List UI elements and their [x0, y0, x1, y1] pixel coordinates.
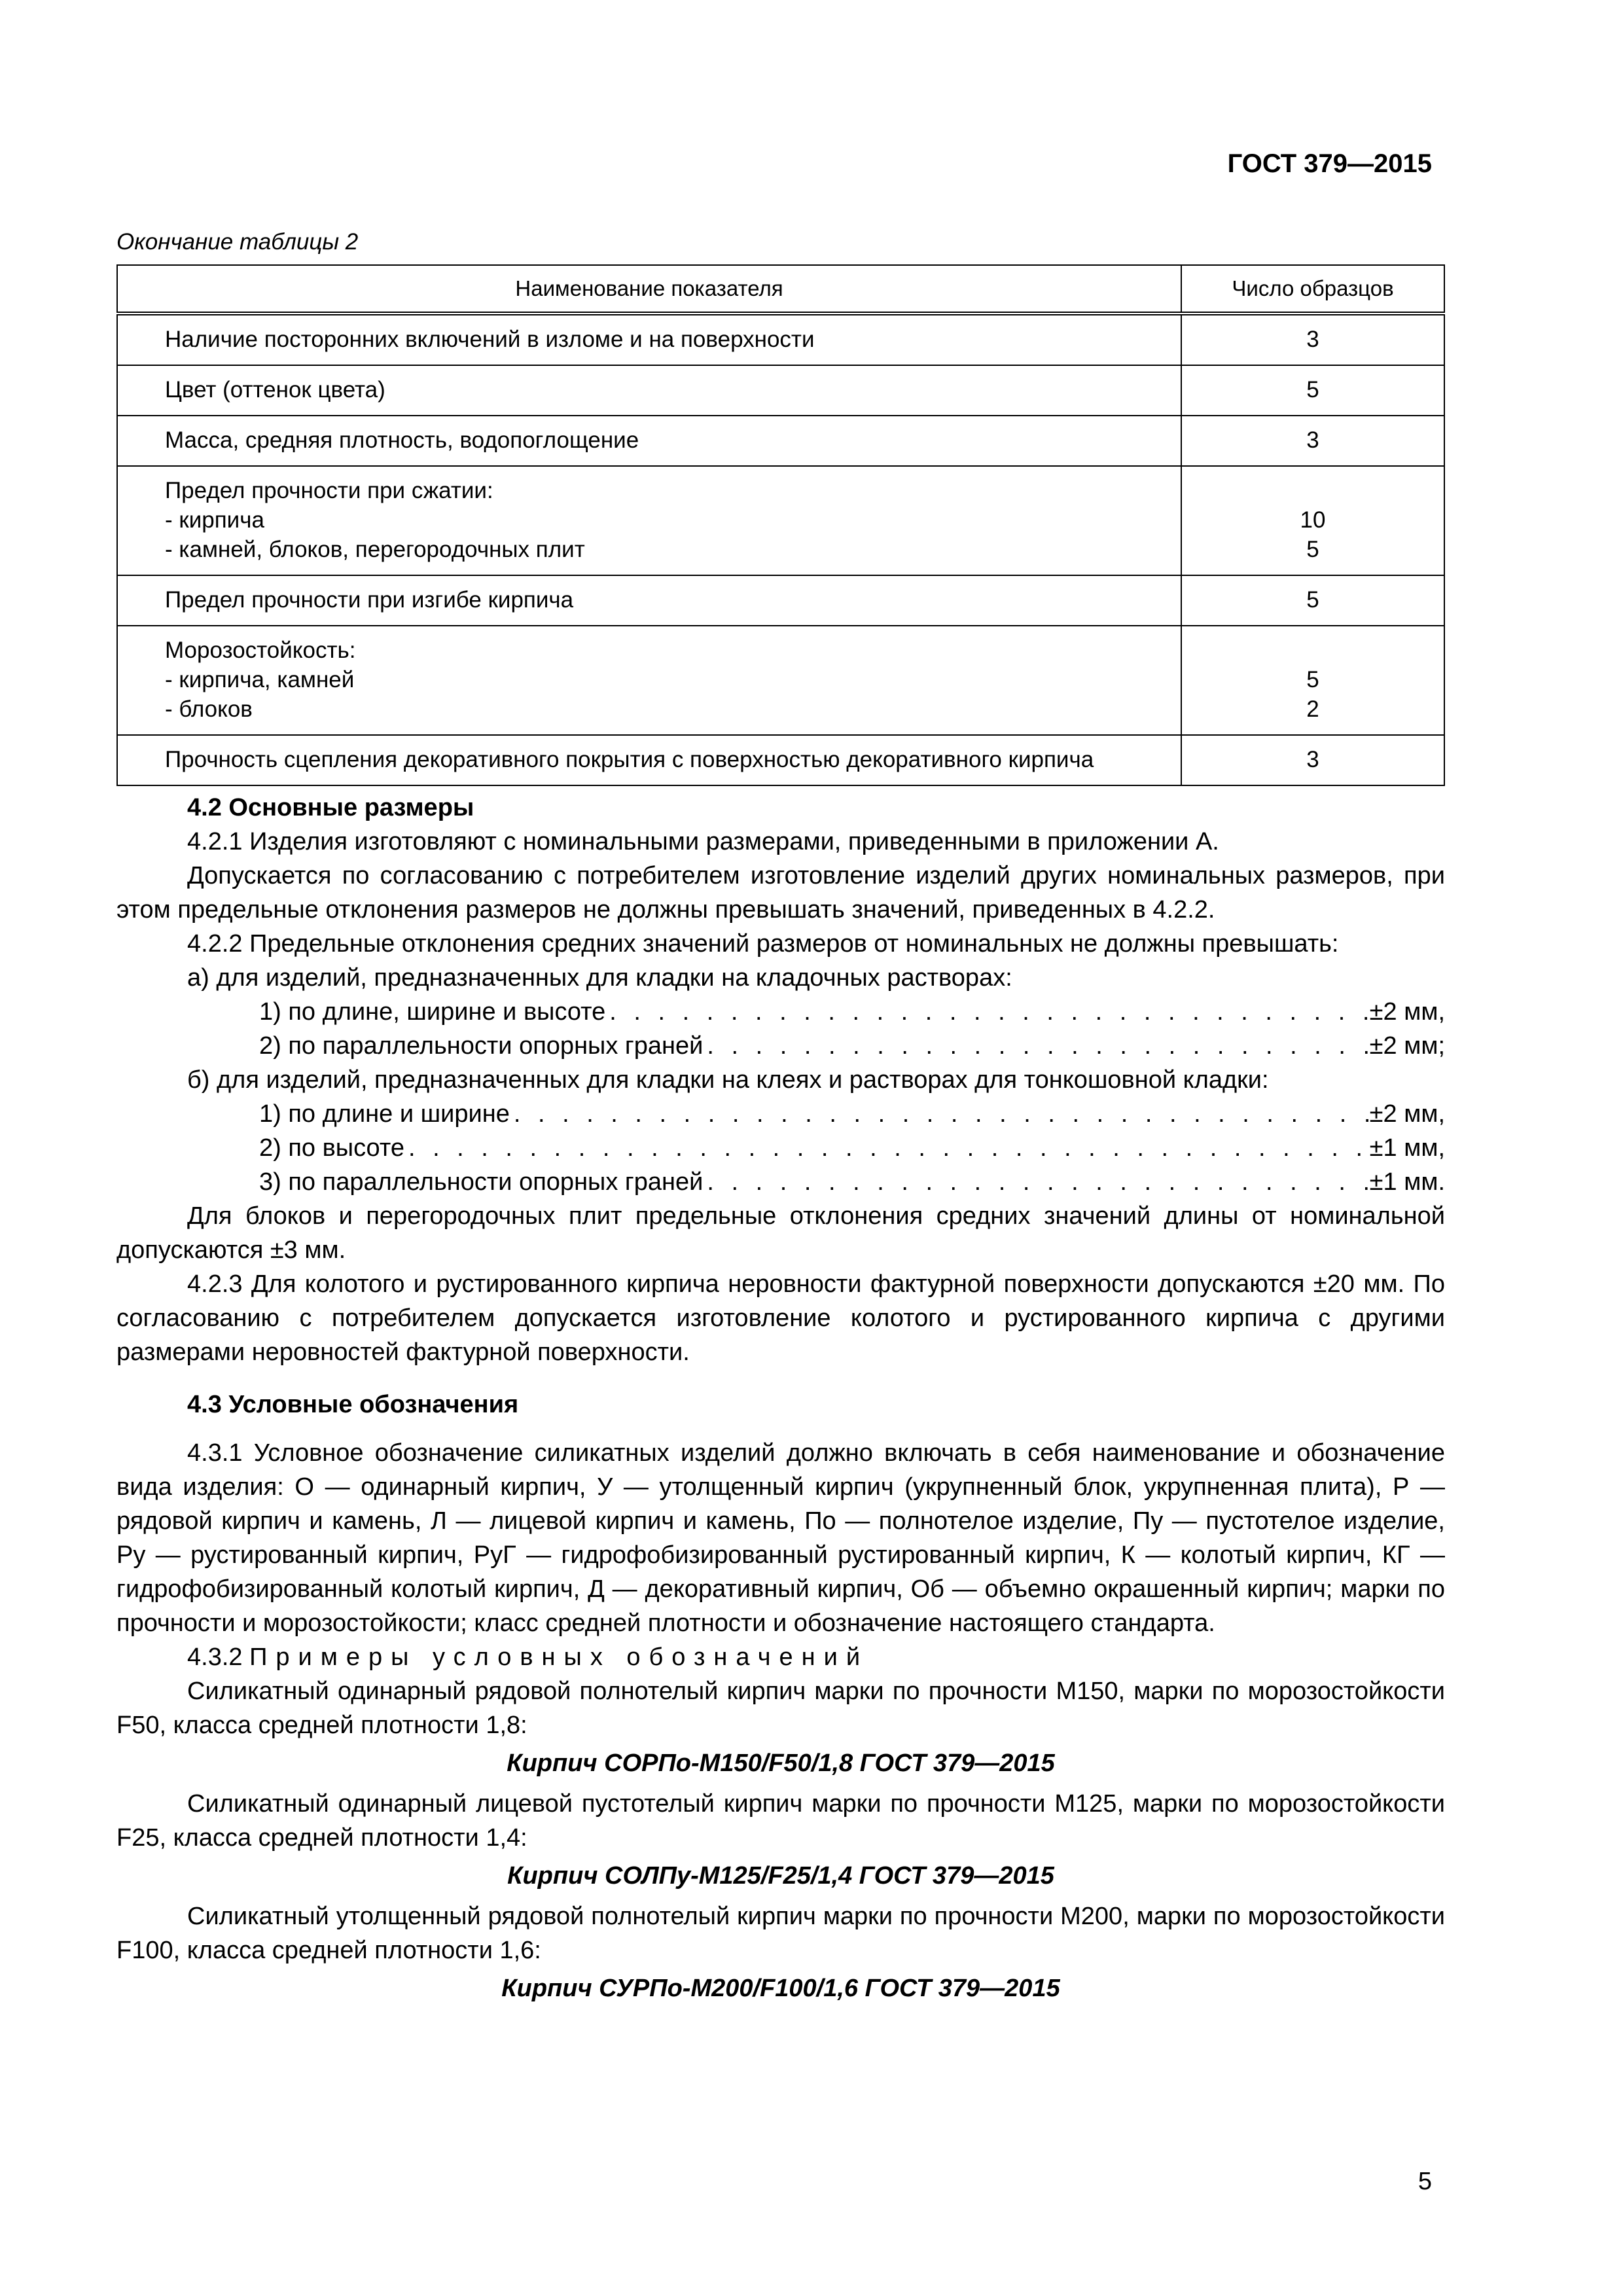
specimen-count: 5 — [1181, 365, 1444, 416]
example-description: Силикатный утолщенный рядовой полнотелый кирпич марки по прочности М200, марки по морозостойкости F100, класса средней плотности 1,6: — [116, 1903, 1445, 1964]
paragraph-4-2-3: 4.2.3 Для колотого и рустированного кирпича неровности фактурной поверхности допускаются ±20 мм. По согласованию с потребителем допускается изготовление колотого и рустированного кирпича с другими размерами неровностей фактурной поверхности. — [116, 1270, 1445, 1366]
indicator-name: Морозостойкость: — [165, 637, 356, 663]
example-description: Силикатный одинарный рядовой полнотелый кирпич марки по прочности М150, марки по морозостойкости F50, класса средней плотности 1,8: — [116, 1677, 1445, 1739]
table-row — [117, 575, 1444, 626]
paragraph-4-2-1-note: Допускается по согласованию с потребителем изготовление изделий других номинальных размеров, при этом предельные отклонения размеров не должны превышать значений, приведенных в 4.2.2. — [116, 862, 1445, 924]
tolerance-row — [116, 1097, 1445, 1131]
paragraph-4-2-1: 4.2.1 Изделия изготовляют с номинальными размерами, приведенными в приложении А. — [187, 828, 1219, 855]
specimen-count-table — [116, 264, 1445, 786]
indicator-name: Предел прочности при сжатии: — [165, 478, 493, 503]
tolerance-row — [116, 1165, 1445, 1199]
leader-dots — [605, 995, 1369, 1029]
table-row — [117, 735, 1444, 785]
tolerance-value: ±2 мм; — [1369, 1032, 1445, 1060]
leader-dots — [703, 1165, 1369, 1199]
table-row — [117, 314, 1444, 365]
indicator-name: Цвет (оттенок цвета) — [117, 365, 1181, 416]
indicator-name: Наличие посторонних включений в изломе и на поверхности — [117, 314, 1181, 365]
specimen-count: 2 — [1306, 696, 1319, 722]
specimen-count-group — [1181, 466, 1444, 575]
specimen-count: 10 — [1300, 507, 1326, 533]
specimen-count: 5 — [1181, 575, 1444, 626]
section-heading-4-3: 4.3 Условные обозначения — [187, 1391, 519, 1418]
tolerance-value: ±2 мм, — [1369, 998, 1445, 1026]
table-caption: Окончание таблицы 2 — [116, 229, 359, 255]
leader-dots — [510, 1097, 1370, 1131]
tolerance-label: 1) по длине и ширине — [259, 1100, 510, 1128]
indicator-name: Предел прочности при изгибе кирпича — [117, 575, 1181, 626]
list-item-b: б) для изделий, предназначенных для кладки на клеях и растворах для тонкошовной кладки: — [187, 1066, 1269, 1094]
tolerance-row — [116, 1029, 1445, 1063]
indicator-name-group — [117, 466, 1181, 575]
example-designation: Кирпич СУРПо-М200/F100/1,6 ГОСТ 379—2015 — [501, 1975, 1060, 2002]
tolerance-label: 1) по длине, ширине и высоте — [259, 998, 606, 1026]
example-designation: Кирпич СОРПо-М150/F50/1,8 ГОСТ 379—2015 — [507, 1749, 1055, 1777]
tolerance-row — [116, 1131, 1445, 1165]
specimen-count: 3 — [1181, 416, 1444, 466]
indicator-subitem: - камней, блоков, перегородочных плит — [165, 537, 585, 562]
tolerance-label: 2) по высоте — [259, 1134, 404, 1162]
example-designation: Кирпич СОЛПу-М125/F25/1,4 ГОСТ 379—2015 — [507, 1862, 1054, 1890]
indicator-subitem: - кирпича, камней — [165, 667, 355, 692]
paragraph-blocks-tolerance: Для блоков и перегородочных плит предельные отклонения средних значений длины от номинальной допускаются ±3 мм. — [116, 1202, 1445, 1264]
table-row — [117, 466, 1444, 575]
tolerance-label: 3) по параллельности опорных граней — [259, 1168, 704, 1196]
specimen-count: 5 — [1306, 667, 1319, 692]
paragraph-4-2-2: 4.2.2 Предельные отклонения средних значений размеров от номинальных не должны превышать: — [187, 930, 1339, 958]
leader-dots — [703, 1029, 1369, 1063]
document-body — [116, 791, 1445, 2012]
tolerance-value: ±1 мм. — [1369, 1168, 1445, 1196]
specimen-count: 3 — [1181, 735, 1444, 785]
example-description: Силикатный одинарный лицевой пустотелый кирпич марки по прочности М125, марки по морозостойкости F25, класса средней плотности 1,4: — [116, 1790, 1445, 1852]
specimen-count: 5 — [1306, 537, 1319, 562]
table-row — [117, 626, 1444, 735]
specimen-count-group — [1181, 626, 1444, 735]
indicator-subitem: - блоков — [165, 696, 253, 722]
indicator-name: Масса, средняя плотность, водопоглощение — [117, 416, 1181, 466]
tolerance-label: 2) по параллельности опорных граней — [259, 1032, 704, 1060]
page-number: 5 — [1418, 2168, 1432, 2195]
table-row — [117, 416, 1444, 466]
table-row — [117, 365, 1444, 416]
indicator-name-group — [117, 626, 1181, 735]
table-header-row — [117, 265, 1444, 314]
column-header-count: Число образцов — [1181, 265, 1444, 314]
paragraph-4-3-1: 4.3.1 Условное обозначение силикатных изделий должно включать в себя наименование и обозначение вида изделия: О — одинарный кирпич, У — утолщенный кирпич (укрупненный блок, укрупненная плита), Р — рядовой кирпич и камень, Л — лицевой кирпич и камень, По — полнотелое изделие, Пу — пустотелое изделие, Ру — рустированный кирпич, РуГ — гидрофобизированный рустированный кирпич, К — колотый кирпич, КГ — гидрофобизированный колотый кирпич, Д — декоративный кирпич, Об — объемно окрашенный кирпич; марки по прочности и морозостойкости; класс средней плотности и обозначение настоящего стандарта. — [116, 1439, 1445, 1637]
clause-title: Примеры условных обозначений — [249, 1643, 869, 1671]
leader-dots — [404, 1131, 1370, 1165]
indicator-subitem: - кирпича — [165, 507, 264, 533]
tolerance-row — [116, 995, 1445, 1029]
indicator-name: Прочность сцепления декоративного покрытия с поверхностью декоративного кирпича — [117, 735, 1181, 785]
tolerance-value: ±2 мм, — [1369, 1100, 1445, 1128]
paragraph-4-3-2 — [116, 1640, 1445, 1674]
document-header-id: ГОСТ 379—2015 — [1227, 149, 1432, 178]
section-heading-4-2: 4.2 Основные размеры — [187, 794, 474, 821]
column-header-name: Наименование показателя — [117, 265, 1181, 314]
specimen-count: 3 — [1181, 314, 1444, 365]
clause-number: 4.3.2 — [187, 1643, 243, 1671]
list-item-a: а) для изделий, предназначенных для кладки на кладочных растворах: — [187, 964, 1012, 992]
tolerance-value: ±1 мм, — [1369, 1134, 1445, 1162]
